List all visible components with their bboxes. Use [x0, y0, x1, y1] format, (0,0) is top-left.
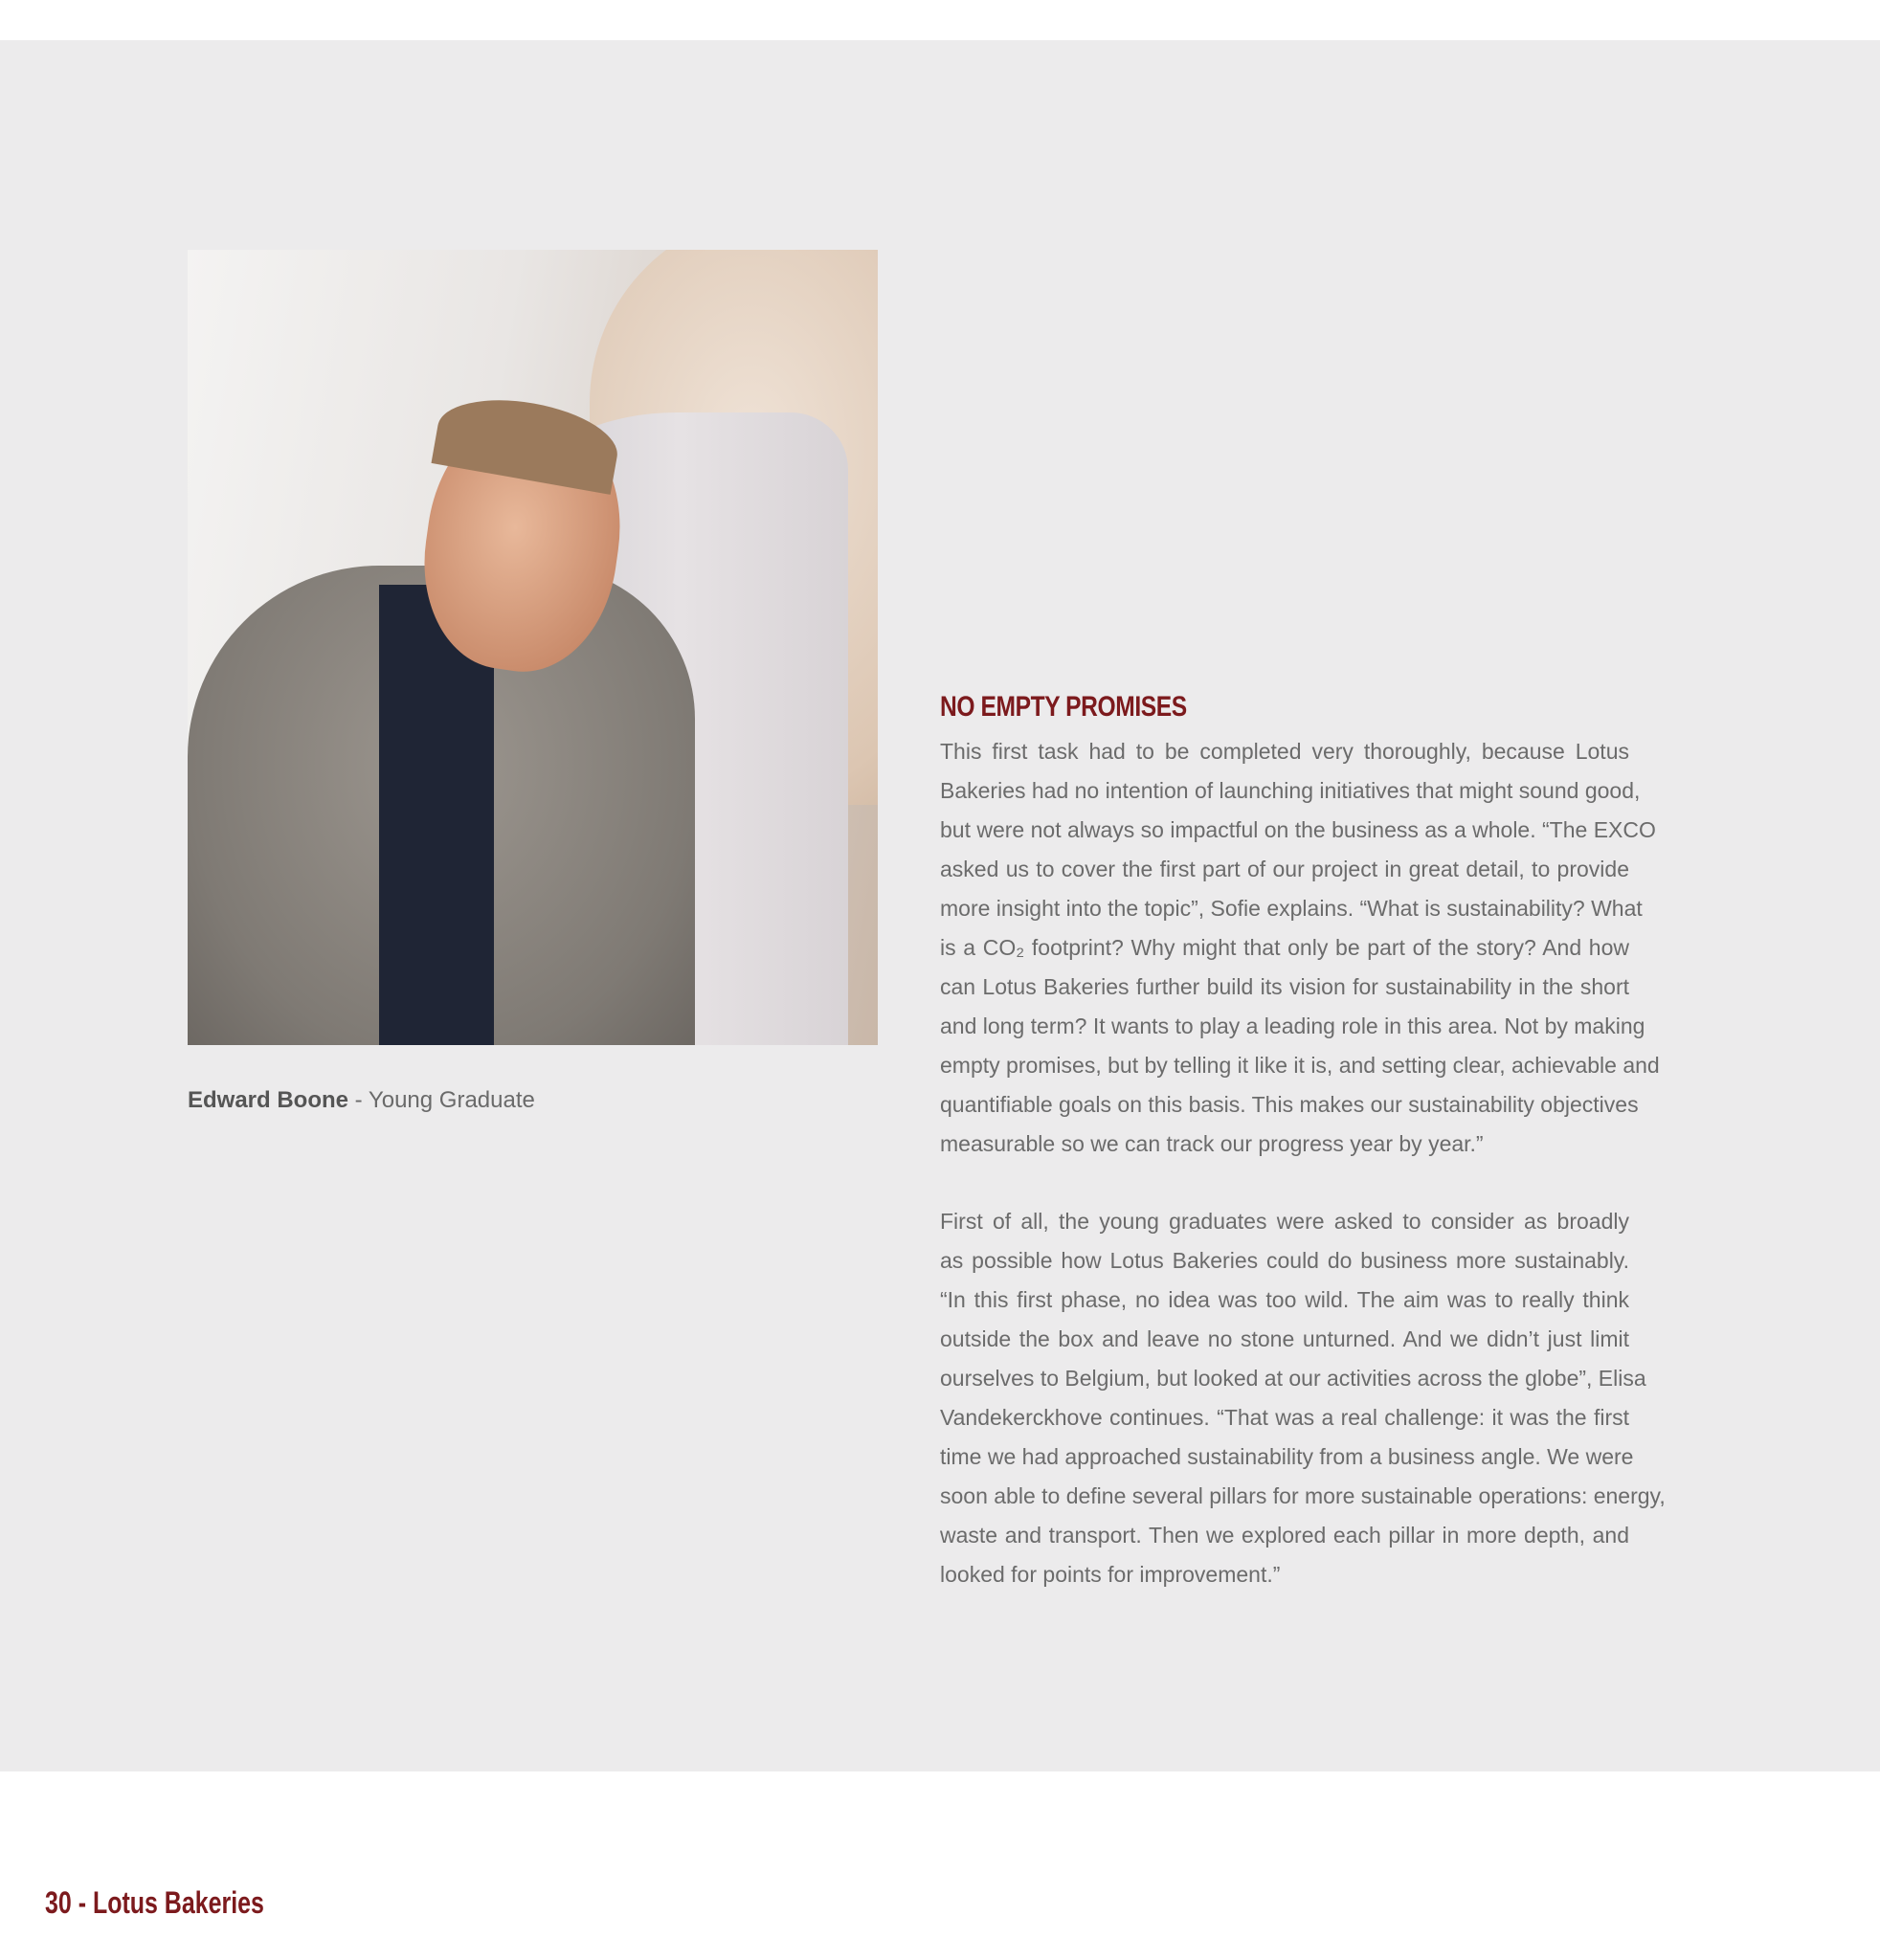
text-line: ourselves to Belgium, but looked at our activities across the globe”, Elisa — [940, 1366, 1646, 1391]
section-heading: NO EMPTY PROMISES — [940, 691, 1187, 723]
text-line: can Lotus Bakeries further build its vision for sustainability in the short — [940, 974, 1629, 999]
page-footer: 30 - Lotus Bakeries — [45, 1885, 264, 1920]
text-line: more insight into the topic”, Sofie explains. “What is sustainability? What — [940, 896, 1643, 921]
text-line: and long term? It wants to play a leading role in this area. Not by making — [940, 1013, 1645, 1038]
text-line: This first task had to be completed very thoroughly, because Lotus — [940, 739, 1629, 764]
text-line: asked us to cover the first part of our project in great detail, to provide — [940, 857, 1629, 881]
text-line: outside the box and leave no stone unturned. And we didn’t just limit — [940, 1326, 1629, 1351]
text-line: Bakeries had no intention of launching initiatives that might sound good, — [940, 778, 1641, 803]
text-line: Vandekerckhove continues. “That was a real challenge: it was the first — [940, 1405, 1629, 1430]
caption-separator: - — [348, 1087, 369, 1113]
text-line: time we had approached sustainability from a business angle. We were — [940, 1444, 1634, 1469]
text-line: but were not always so impactful on the business as a whole. “The EXCO — [940, 817, 1656, 842]
text-line: soon able to define several pillars for more sustainable operations: energy, — [940, 1483, 1666, 1508]
text-line: First of all, the young graduates were asked to consider as broadly — [940, 1209, 1629, 1234]
caption-role: Young Graduate — [368, 1087, 535, 1113]
text-line: as possible how Lotus Bakeries could do business more sustainably. — [940, 1248, 1629, 1273]
text-line: looked for points for improvement.” — [940, 1562, 1281, 1587]
portrait-photo — [188, 250, 878, 1045]
text-line: “In this first phase, no idea was too wild. The aim was to really think — [940, 1287, 1629, 1312]
text-line: quantifiable goals on this basis. This makes our sustainability objectives — [940, 1092, 1639, 1117]
text-line: measurable so we can track our progress year by year.” — [940, 1131, 1484, 1156]
text-line: empty promises, but by telling it like it is, and setting clear, achievable and — [940, 1053, 1660, 1078]
caption-name: Edward Boone — [188, 1087, 349, 1113]
paragraph-1 — [940, 732, 1660, 1164]
text-line: is a CO₂ footprint? Why might that only be part of the story? And how — [940, 935, 1629, 960]
photo-caption — [188, 1087, 535, 1114]
text-line: waste and transport. Then we explored each pillar in more depth, and — [940, 1523, 1629, 1548]
paragraph-2 — [940, 1202, 1666, 1594]
